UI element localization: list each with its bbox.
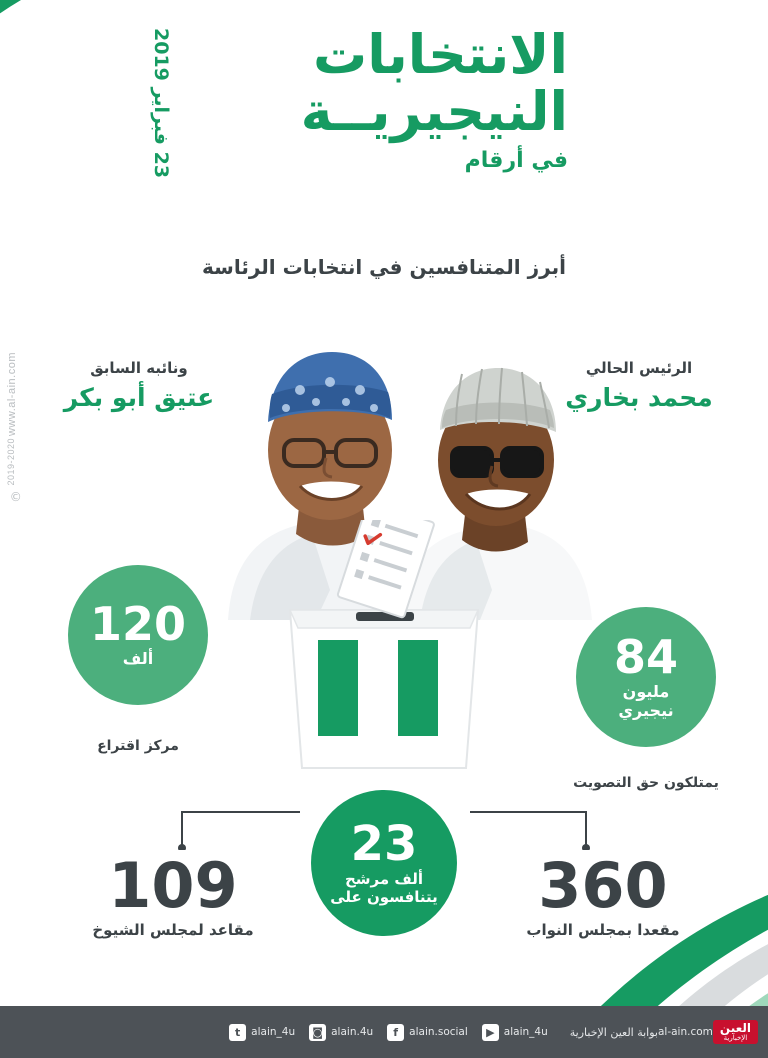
stat-circle-voters: [576, 607, 716, 747]
facebook-handle: alain.social: [409, 1026, 468, 1038]
candidates-heading: أبرز المتنافسين في انتخابات الرئاسة: [202, 255, 566, 279]
footer-bar: [0, 1006, 768, 1058]
stat-caption: مقاعد لمجلس الشيوخ: [92, 921, 254, 939]
watermark-years: 2019-2020: [6, 438, 16, 486]
instagram-icon: ◙: [309, 1024, 326, 1041]
brand-logo[interactable]: [713, 1020, 758, 1045]
stat-house: [478, 849, 728, 939]
stat-unit-line2: يتنافسون على: [330, 887, 438, 906]
candidate-name: عتيق أبو بكر: [63, 383, 215, 413]
stat-circle-candidates: [311, 790, 457, 936]
youtube-handle: alain_4u: [503, 1026, 548, 1038]
page-title: [188, 23, 568, 174]
stat-unit-line2: نيجيري: [618, 700, 674, 720]
title-line-1: الانتخابات: [312, 23, 568, 86]
twitter-icon: t: [229, 1024, 246, 1041]
candidate-role: ونائبه السابق: [90, 359, 188, 377]
social-twitter[interactable]: [229, 1024, 295, 1041]
ballot-box-illustration: [252, 520, 516, 790]
youtube-icon: ▶: [482, 1024, 499, 1041]
footer-site[interactable]: al-ain.com: [657, 1026, 713, 1038]
watermark-site: www.al-ain.com: [6, 352, 18, 437]
stat-unit-line1: ألف مرشح: [344, 870, 424, 889]
copyright-icon: ©: [9, 489, 23, 504]
footer-portal-name: بوابة العين الإخبارية: [569, 1025, 658, 1039]
brand-name: العين: [719, 1020, 751, 1035]
stat-value: 109: [108, 849, 238, 922]
twitter-handle: alain_4u: [251, 1026, 296, 1038]
publication-date: [144, 28, 178, 218]
date-text: 23 فبراير 2019: [150, 28, 172, 179]
instagram-handle: alain.4u: [331, 1026, 374, 1038]
brand-badge: [713, 1020, 758, 1045]
facebook-icon: f: [387, 1024, 404, 1041]
footer-social-links: [215, 1024, 658, 1041]
stat-value: 360: [538, 849, 668, 922]
stat-value: 84: [614, 630, 679, 685]
title-line-2: النيجيريــة: [300, 80, 568, 144]
stat-senate: [48, 849, 298, 939]
stat-caption-polling-centers: مركز اقتراع: [97, 738, 179, 754]
stat-caption: مقعدا بمجلس النواب: [526, 921, 680, 939]
social-instagram[interactable]: [309, 1024, 373, 1041]
stat-value: 23: [350, 816, 418, 873]
social-youtube[interactable]: [482, 1024, 548, 1041]
stat-unit-line1: مليون: [622, 682, 670, 702]
title-subtitle: في أرقام: [464, 148, 568, 174]
stat-value: 120: [89, 597, 187, 652]
social-facebook[interactable]: [387, 1024, 468, 1041]
candidate-role: الرئيس الحالي: [585, 359, 693, 377]
candidate-name: محمد بخاري: [565, 383, 713, 413]
stat-unit: ألف: [122, 649, 154, 669]
stat-caption-voters: يمتلكون حق التصويت: [573, 775, 719, 791]
stat-circle-polling-centers: [68, 565, 208, 705]
brand-sub: الإخبارية: [723, 1033, 748, 1042]
